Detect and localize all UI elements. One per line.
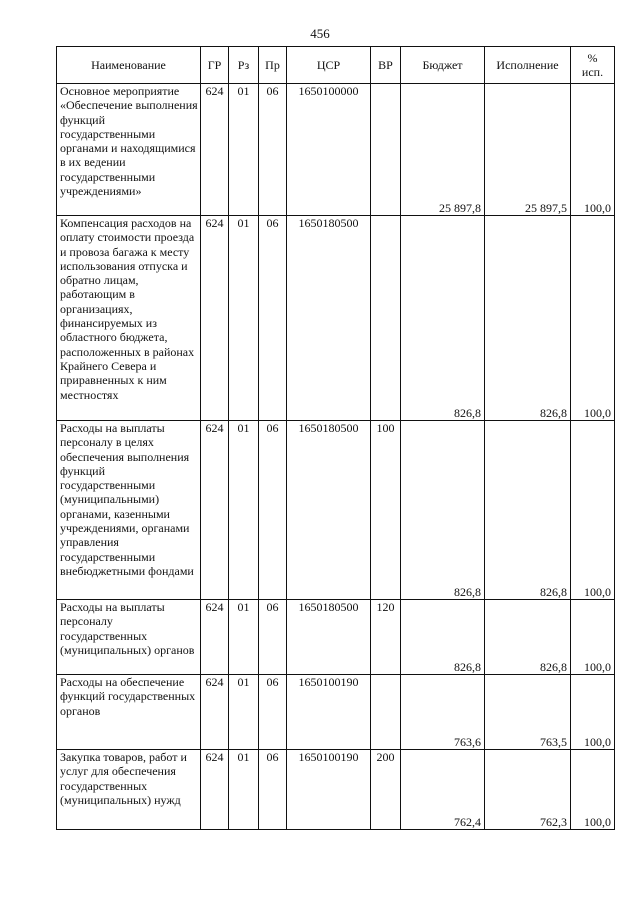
table-row [57,600,615,675]
row-rz: 01 [229,84,259,216]
row-budget: 826,8 [401,600,485,675]
row-pr: 06 [259,600,287,675]
row-percent: 100,0 [571,600,615,675]
row-vr [371,84,401,216]
row-rz: 01 [229,600,259,675]
row-pr: 06 [259,216,287,421]
header-vr: ВР [371,47,401,84]
table-row [57,84,615,216]
page-number: 456 [310,26,330,41]
row-rz: 01 [229,675,259,750]
row-gr: 624 [201,216,229,421]
row-budget: 763,6 [401,675,485,750]
row-percent: 100,0 [571,216,615,421]
row-csr: 1650100000 [287,84,371,216]
table-row [57,216,615,421]
row-vr [371,216,401,421]
row-execution: 762,3 [485,750,571,830]
header-rz: Рз [229,47,259,84]
table-row [57,750,615,830]
row-vr [371,675,401,750]
row-execution: 826,8 [485,421,571,600]
header-csr: ЦСР [287,47,371,84]
row-gr: 624 [201,421,229,600]
header-name: Наименование [57,47,201,84]
header-percent: % исп. [571,47,615,84]
row-pr: 06 [259,421,287,600]
row-vr: 120 [371,600,401,675]
row-csr: 1650180500 [287,600,371,675]
row-execution: 826,8 [485,600,571,675]
row-pr: 06 [259,675,287,750]
row-csr: 1650100190 [287,750,371,830]
row-gr: 624 [201,750,229,830]
row-percent: 100,0 [571,84,615,216]
row-rz: 01 [229,750,259,830]
table-row [57,421,615,600]
row-pr: 06 [259,84,287,216]
row-name: Закупка товаров, работ и услуг для обеспечения государственных (муниципальных) нужд [57,750,201,830]
row-rz: 01 [229,216,259,421]
row-rz: 01 [229,421,259,600]
row-gr: 624 [201,600,229,675]
row-name: Основное мероприятие «Обеспечение выполнения функций государственными органами и находящимися в их ведении государственными учреждениями» [57,84,201,216]
header-execution: Исполнение [485,47,571,84]
row-budget: 25 897,8 [401,84,485,216]
row-gr: 624 [201,84,229,216]
row-csr: 1650180500 [287,421,371,600]
row-name: Расходы на выплаты персоналу государственных (муниципальных) органов [57,600,201,675]
budget-table [56,46,615,830]
row-csr: 1650180500 [287,216,371,421]
table-row [57,675,615,750]
row-name: Компенсация расходов на оплату стоимости проезда и провоза багажа к месту использования отпуска и обратно лицам, работающим в организациях, финансируемых из областного бюджета, расположенных в районах Крайнего Севера и приравненных к ним местностях [57,216,201,421]
row-vr: 200 [371,750,401,830]
row-budget: 826,8 [401,421,485,600]
row-percent: 100,0 [571,675,615,750]
row-budget: 762,4 [401,750,485,830]
row-budget: 826,8 [401,216,485,421]
header-gr: ГР [201,47,229,84]
row-percent: 100,0 [571,750,615,830]
row-vr: 100 [371,421,401,600]
row-percent: 100,0 [571,421,615,600]
header-pr: Пр [259,47,287,84]
row-csr: 1650100190 [287,675,371,750]
header-budget: Бюджет [401,47,485,84]
row-execution: 826,8 [485,216,571,421]
row-name: Расходы на обеспечение функций государственных органов [57,675,201,750]
table-header-row [57,47,615,84]
row-pr: 06 [259,750,287,830]
row-execution: 25 897,5 [485,84,571,216]
row-execution: 763,5 [485,675,571,750]
row-gr: 624 [201,675,229,750]
row-name: Расходы на выплаты персоналу в целях обеспечения выполнения функций государственными (муниципальными) органами, казенными учреждениями, органами управления государственными внебюджетными фондами [57,421,201,600]
